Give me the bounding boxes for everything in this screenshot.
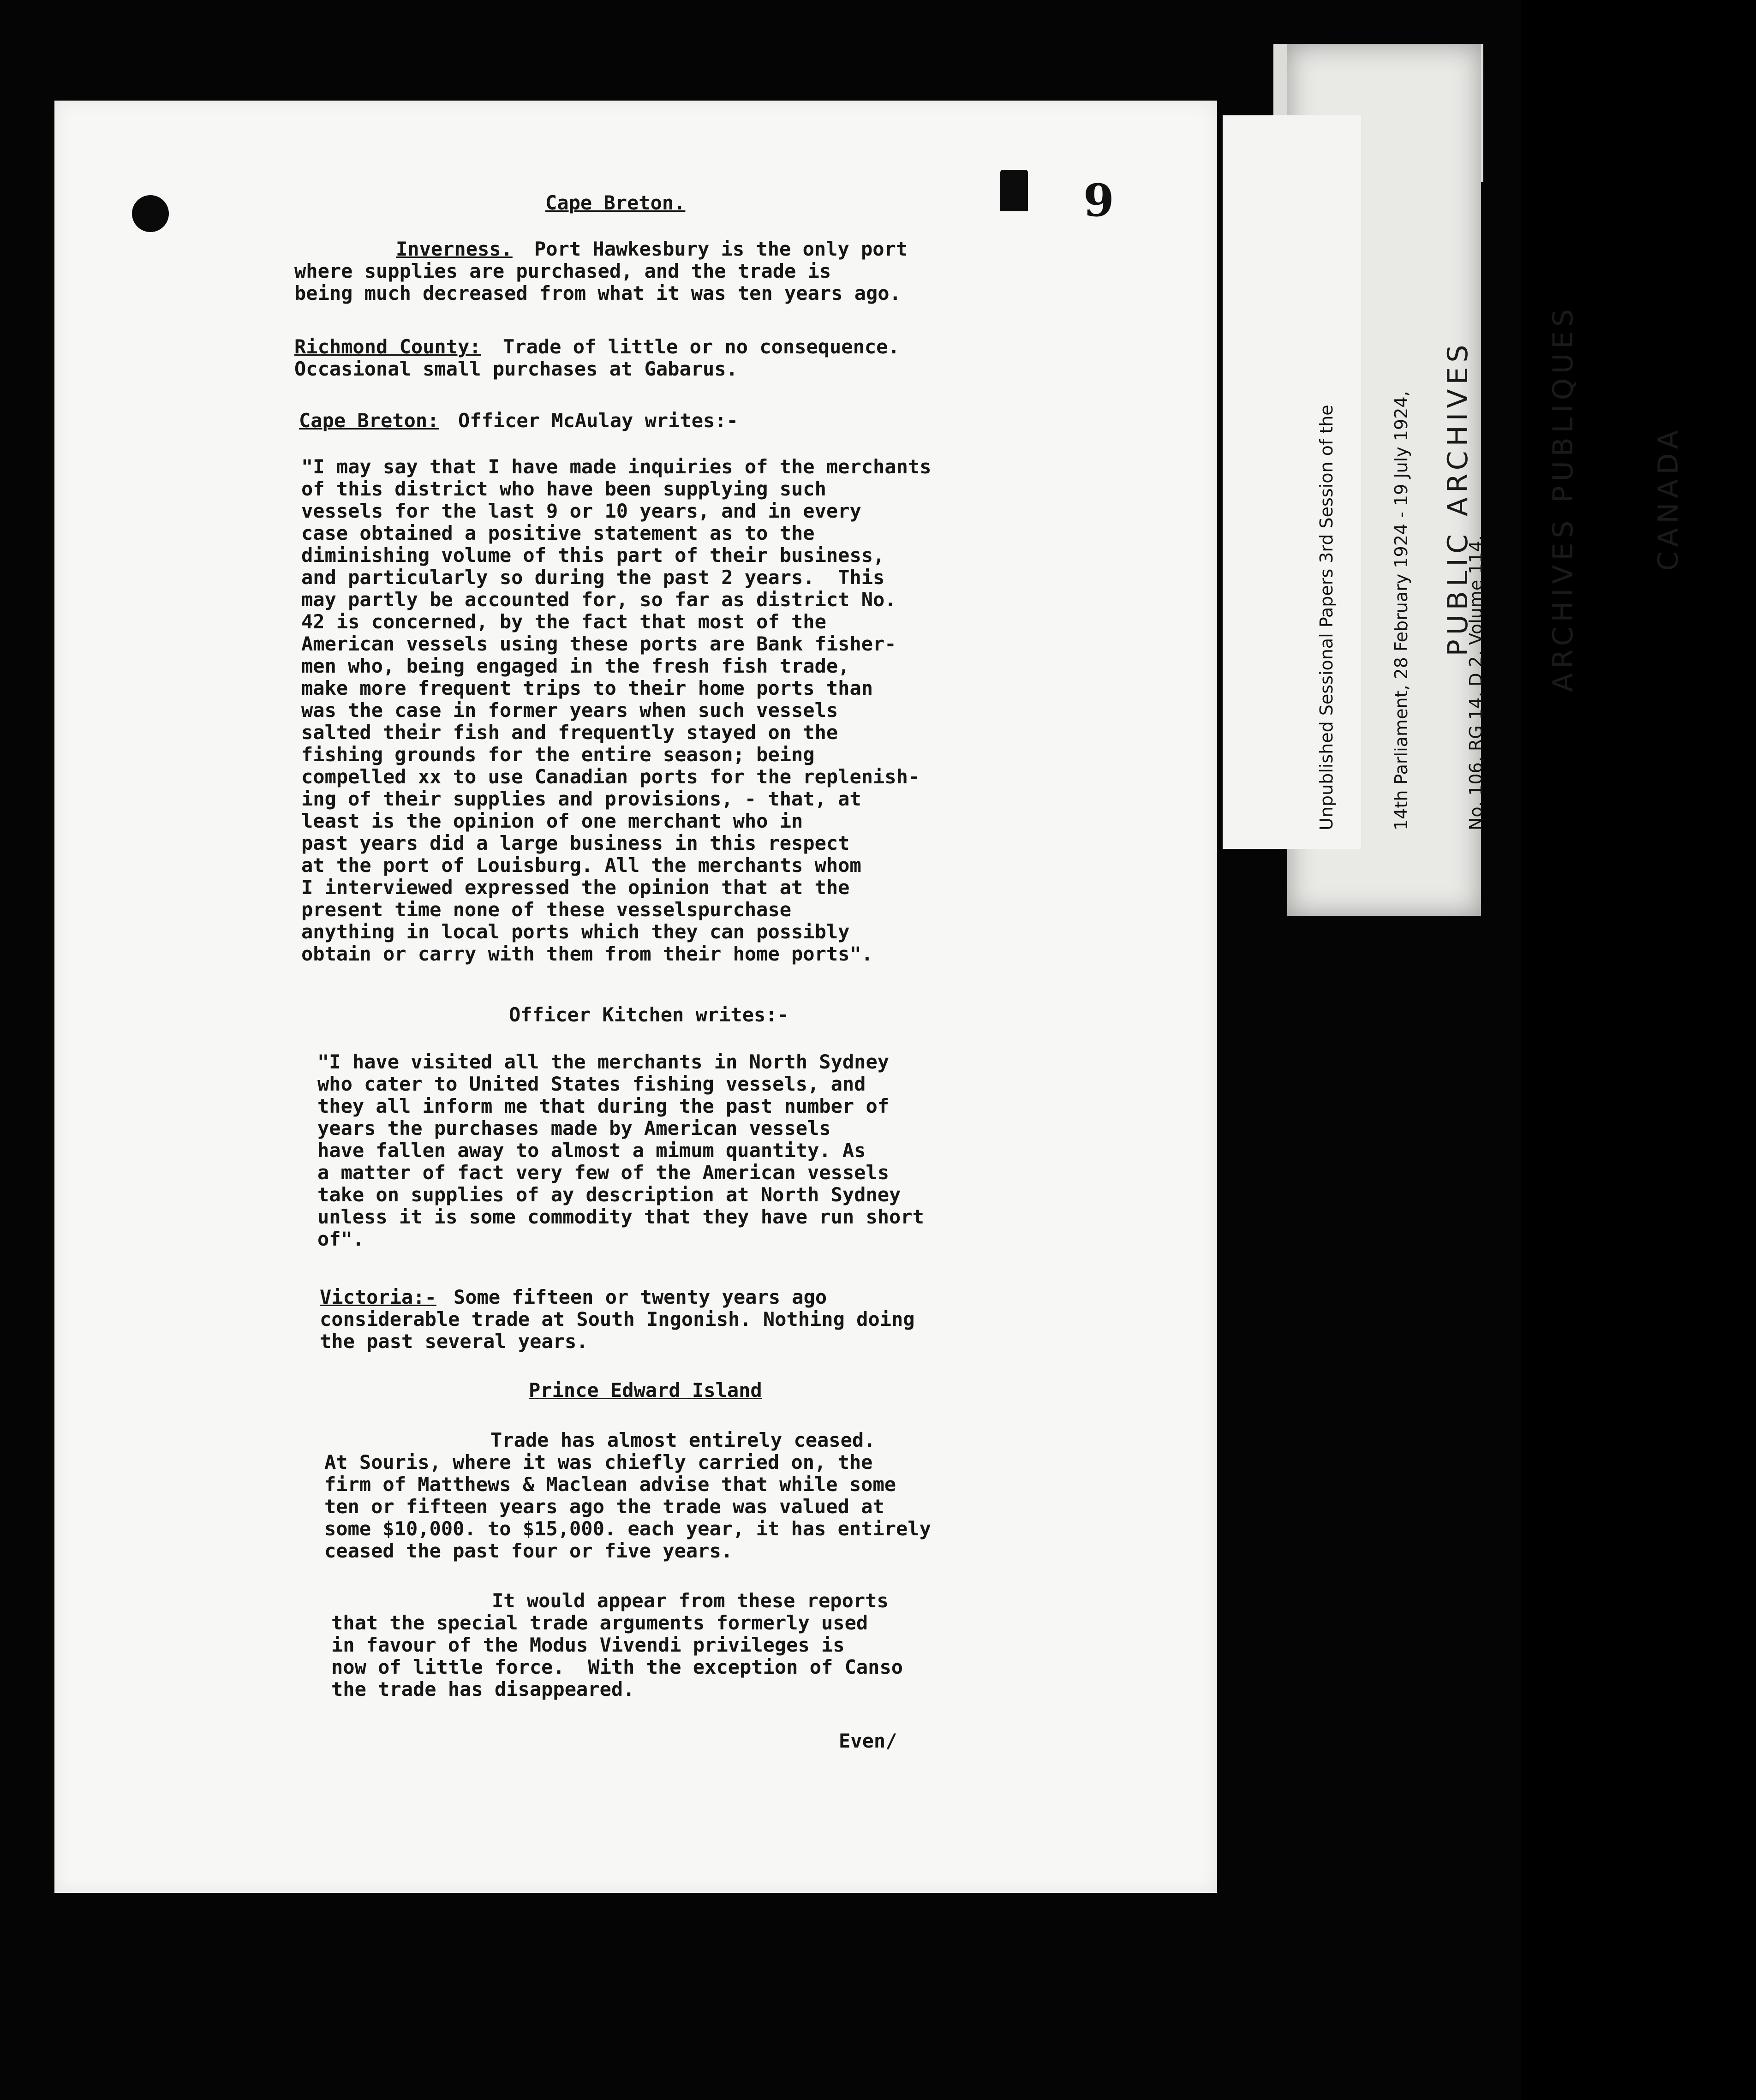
quote-line: years the purchases made by American vessels — [317, 1117, 831, 1139]
quote-line: "I may say that I have made inquiries of the merchants — [301, 455, 932, 478]
quote-line: may partly be accounted for, so far as district No. — [301, 588, 896, 611]
conclusion-line: now of little force. With the exception of Canso — [331, 1656, 903, 1678]
quote-line: unless it is some commodity that they have run short — [317, 1205, 924, 1228]
victoria-line: considerable trade at South Ingonish. Nothing doing — [320, 1308, 915, 1330]
inverness-line: where supplies are purchased, and the trade is — [294, 260, 831, 282]
quote-line: at the port of Louisburg. All the merchants whom — [301, 854, 861, 877]
quote-line: past years did a large business in this respect — [301, 832, 850, 854]
richmond-line: Trade of little or no consequence. — [503, 335, 900, 358]
quote-line: salted their fish and frequently stayed on the — [301, 721, 838, 744]
quote-line: anything in local ports which they can possibly — [301, 920, 850, 943]
archive-info-line: Unpublished Sessional Papers 3rd Session of the — [1316, 405, 1337, 830]
quote-line: take on supplies of ay description at North Sydney — [317, 1183, 901, 1206]
richmond-line: Occasional small purchases at Gabarus. — [294, 358, 738, 380]
pei-line: some $10,000. to $15,000. each year, it has entirely — [324, 1517, 931, 1540]
typed-text — [54, 101, 1217, 1893]
catchword: Even/ — [839, 1730, 897, 1752]
quote-line: who cater to United States fishing vessels, and — [317, 1073, 866, 1095]
inverness-line: being much decreased from what it was ten years ago. — [294, 282, 901, 304]
quote-line: obtain or carry with them from their home ports". — [301, 943, 873, 965]
quote-line: I interviewed expressed the opinion that at the — [301, 876, 850, 899]
archive-stamp-line: ARCHIVES PUBLIQUES — [1547, 304, 1579, 692]
quote-line: American vessels using these ports are Bank fisher- — [301, 632, 896, 655]
quote-line: case obtained a positive statement as to the — [301, 522, 815, 544]
quote-line: men who, being engaged in the fresh fish trade, — [301, 655, 850, 677]
quote-line: of this district who have been supplying such — [301, 477, 826, 500]
quote-line: ing of their supplies and provisions, - that, at — [301, 788, 861, 810]
quote-line: have fallen away to almost a mimum quantity. As — [317, 1139, 866, 1162]
quote-line: compelled xx to use Canadian ports for the replenish- — [301, 765, 920, 788]
conclusion-line: in favour of the Modus Vivendi privileges is — [331, 1634, 845, 1656]
inverness-label: Inverness. — [396, 238, 513, 260]
victoria-line: the past several years. — [320, 1330, 588, 1353]
conclusion-line: It would appear from these reports — [492, 1589, 889, 1612]
quote-line: present time none of these vesselspurchase — [301, 898, 792, 921]
archive-stamp-line: CANADA — [1652, 425, 1684, 571]
archive-info-line: No. 106, RG 14, D 2, Volume 114. — [1466, 535, 1486, 830]
archive-info-line: 14th Parliament, 28 February 1924 - 19 July 1924, — [1391, 391, 1411, 830]
page-number: 9 — [1083, 174, 1114, 227]
quote-line: diminishing volume of this part of their business, — [301, 544, 885, 567]
quote-line: of". — [317, 1228, 364, 1250]
pei-line: Trade has almost entirely ceased. — [490, 1429, 876, 1451]
quote-line: and particularly so during the past 2 years. This — [301, 566, 885, 589]
mcaulay-intro: Officer McAulay writes:- — [458, 409, 738, 432]
pei-line: ceased the past four or five years. — [324, 1539, 733, 1562]
victoria-label: Victoria:- — [320, 1286, 436, 1308]
quote-line: "I have visited all the merchants in North Sydney — [317, 1050, 890, 1073]
archive-stamp — [1370, 286, 1756, 710]
quote-line: fishing grounds for the entire season; being — [301, 743, 815, 766]
quote-line: a matter of fact very few of the American vessels — [317, 1161, 890, 1184]
victoria-line: Some fifteen or twenty years ago — [454, 1286, 827, 1308]
quote-line: was the case in former years when such vessels — [301, 699, 838, 722]
pei-line: firm of Matthews & Maclean advise that while some — [324, 1473, 896, 1496]
archive-stamp-line: PUBLIC ARCHIVES — [1442, 340, 1474, 656]
kitchen-intro: Officer Kitchen writes:- — [509, 1003, 789, 1026]
quote-line: 42 is concerned, by the fact that most of the — [301, 610, 826, 633]
quote-line: vessels for the last 9 or 10 years, and in every — [301, 500, 861, 522]
cape-breton-label: Cape Breton: — [299, 409, 439, 432]
quote-line: make more frequent trips to their home ports than — [301, 677, 873, 699]
conclusion-line: the trade has disappeared. — [331, 1678, 635, 1700]
page-heading: Cape Breton. — [545, 191, 686, 214]
richmond-label: Richmond County: — [294, 335, 481, 358]
pei-line: ten or fifteen years ago the trade was valued at — [324, 1495, 884, 1518]
quote-line: least is the opinion of one merchant who in — [301, 810, 803, 832]
conclusion-line: that the special trade arguments formerly used — [331, 1611, 868, 1634]
inverness-line: Port Hawkesbury is the only port — [534, 238, 908, 260]
quote-line: they all inform me that during the past number of — [317, 1095, 890, 1117]
pei-heading: Prince Edward Island — [529, 1379, 762, 1402]
document-page — [54, 101, 1217, 1893]
pei-line: At Souris, where it was chiefly carried on, the — [324, 1451, 873, 1474]
